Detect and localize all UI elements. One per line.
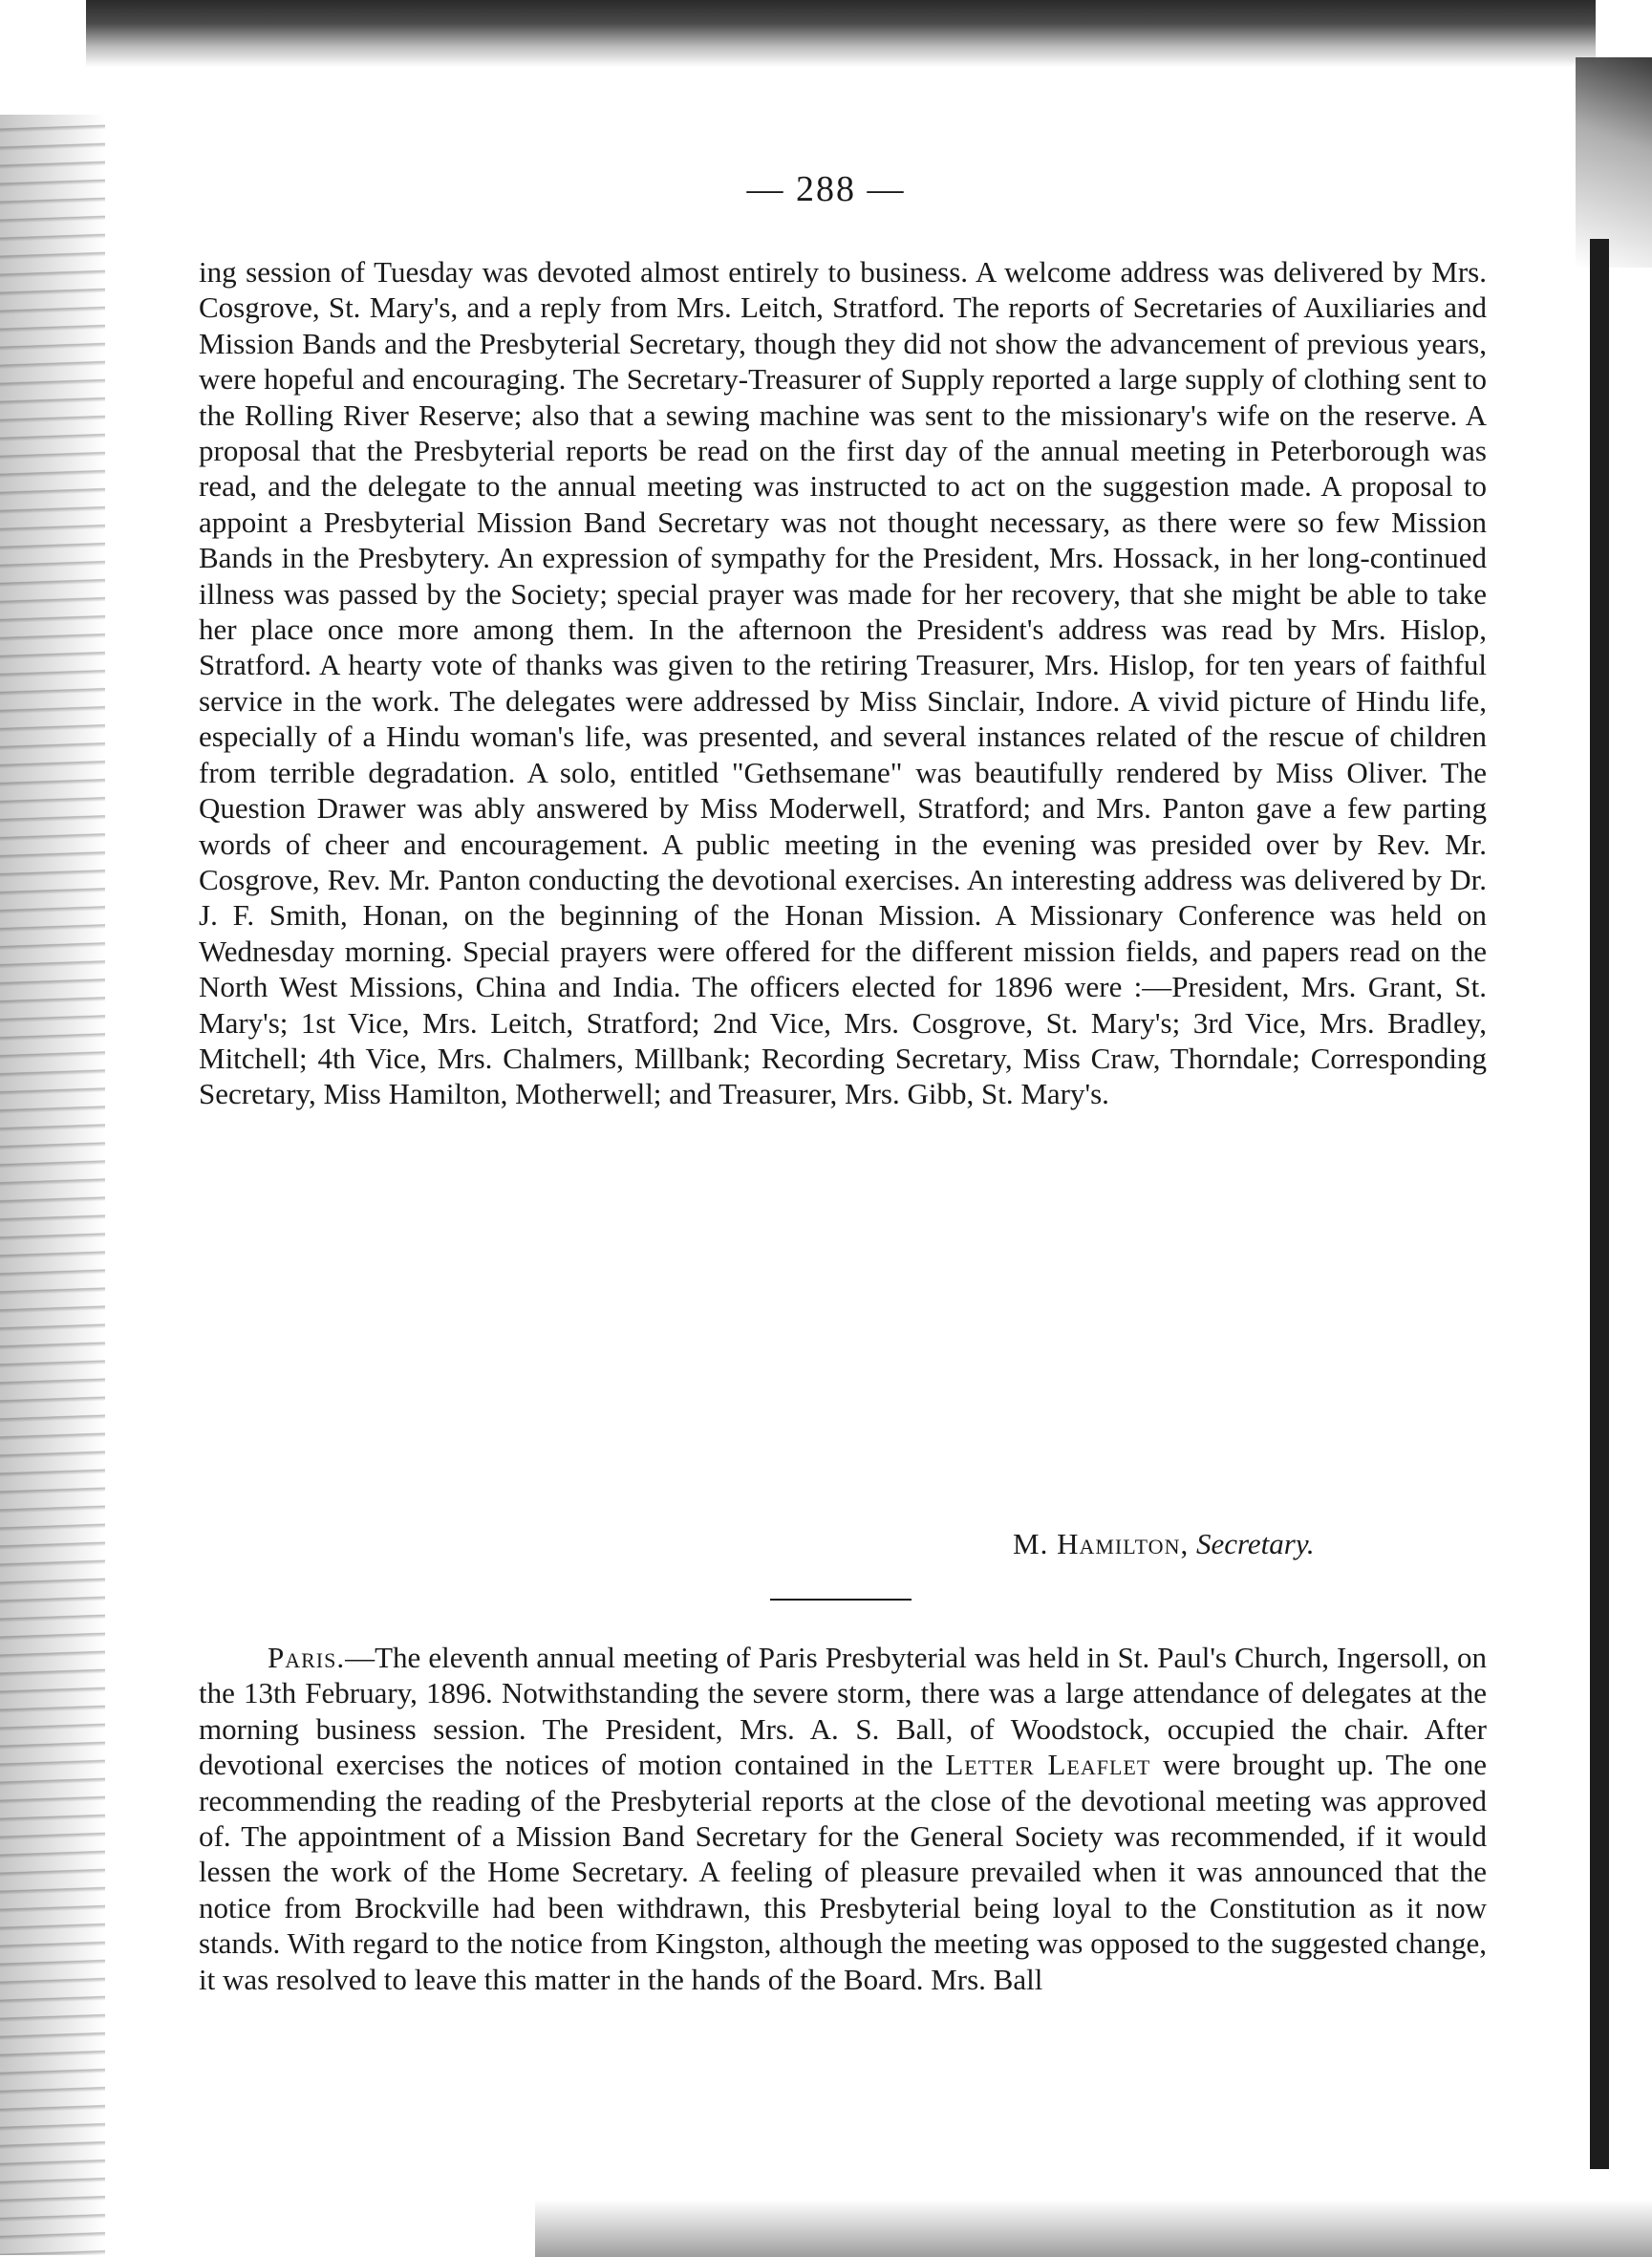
report-paris-heading: Paris. [268,1641,346,1674]
scan-edge-right-bar [1590,239,1609,2169]
report-paris-text-part2: were brought up. The one recommending the reading of the Presbyterial reports at the close of the devotional meeting was approved of. The appointment of a Mission Band Secretary for the General Society was recommended, if it would lessen the work of the Home Secretary. A feeling of pleasure prevailed when it was announced that the notice from Brockville had been withdrawn, this Presbyterial being loyal to the Constitution as it now stands. With regard to the notice from Kingston, although the meeting was opposed to the suggested change, it was resolved to leave this matter in the hands of the Board. Mrs. Ball [199,1748,1487,1996]
signature [1013,1527,1315,1561]
report-paris-text-part1: —The eleventh annual meeting of Paris Presbyterial was held in St. Paul's Church, Ingersoll, on the 13th February, 1896. Notwithstanding the severe storm, there was a large attendance of delegates at the morning business session. The President, Mrs. A. S. Ball, of Woodstock, occupied the chair. After devotional exercises the notices of motion contained in the [199,1641,1487,1782]
scan-edge-top-right [1576,57,1652,268]
scan-edge-left [0,115,105,2255]
scan-edge-bottom [535,2200,1652,2257]
report-paris-paragraph [199,1640,1487,1997]
signature-role: Secretary. [1195,1527,1315,1560]
signature-name: M. Hamilton, [1013,1527,1190,1560]
section-divider [770,1599,912,1601]
scan-edge-top [86,0,1596,67]
page-number: — 288 — [746,169,906,209]
report-stratford-text: ing session of Tuesday was devoted almost entirely to business. A welcome address was delivered by Mrs. Cosgrove, St. Mary's, and a reply from Mrs. Leitch, Stratford. The reports of Secretaries of Auxiliaries and Mission Bands and the Presbyterial Secretary, though they did not show the advancement of previous years, were hopeful and encouraging. The Secretary-Treasurer of Supply reported a large supply of clothing sent to the Rolling River Reserve; also that a sewing machine was sent to the missionary's wife on the reserve. A proposal that the Presbyterial reports be read on the first day of the annual meeting in Peterborough was read, and the delegate to the annual meeting was instructed to act on the suggestion made. A proposal to appoint a Presbyterial Mission Band Secretary was not thought necessary, as there were so few Mission Bands in the Presbytery. An expression of sympathy for the President, Mrs. Hossack, in her long-continued illness was passed by the Society; special prayer was made for her recovery, that she might be able to take her place once more among them. In the afternoon the President's address was read by Mrs. Hislop, Stratford. A hearty vote of thanks was given to the retiring Treasurer, Mrs. Hislop, for ten years of faithful service in the work. The delegates were addressed by Miss Sinclair, Indore. A vivid picture of Hindu life, especially of a Hindu woman's life, was presented, and several instances related of the rescue of children from terrible degradation. A solo, entitled "Gethsemane" was beautifully rendered by Miss Oliver. The Question Drawer was ably answered by Miss Moderwell, Stratford; and Mrs. Panton gave a few parting words of cheer and encouragement. A public meeting in the evening was presided over by Rev. Mr. Cosgrove, Rev. Mr. Panton conducting the devotional exercises. An interesting address was delivered by Dr. J. F. Smith, Honan, on the beginning of the Honan Mission. A Missionary Conference was held on Wednesday morning. Special prayers were offered for the different mission fields, and papers read on the North West Missions, China and India. The officers elected for 1896 were :—President, Mrs. Grant, St. Mary's; 1st Vice, Mrs. Leitch, Stratford; 2nd Vice, Mrs. Cosgrove, St. Mary's; 3rd Vice, Mrs. Bradley, Mitchell; 4th Vice, Mrs. Chalmers, Millbank; Recording Secretary, Miss Craw, Thorndale; Corresponding Secretary, Miss Hamilton, Motherwell; and Treasurer, Mrs. Gibb, St. Mary's. [199,255,1487,1111]
report-stratford-paragraph [199,254,1487,1112]
leaflet-name: Letter Leaflet [945,1748,1151,1782]
